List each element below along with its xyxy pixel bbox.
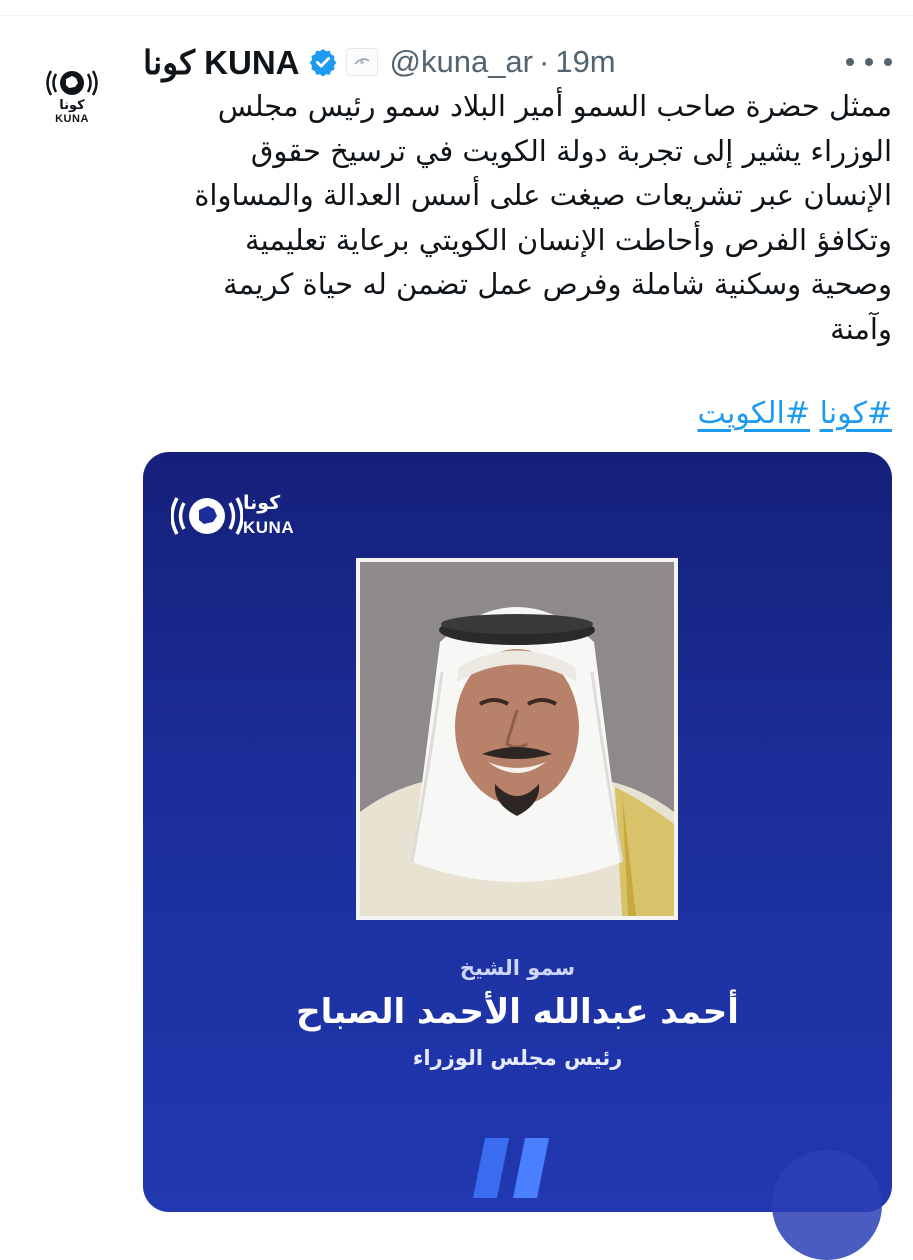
kuna-logo-icon	[171, 488, 243, 544]
timestamp[interactable]: 19m	[555, 44, 616, 79]
hashtag-link[interactable]: #كونا	[819, 396, 892, 431]
user-handle[interactable]: @kuna_ar	[389, 44, 533, 79]
verified-badge-icon[interactable]	[308, 47, 338, 77]
affiliate-logo-icon	[352, 55, 372, 69]
portrait-photo	[360, 562, 674, 916]
tweet-line: وصحية وسكنية شاملة وفرص عمل تضمن له حياة كريمة	[223, 267, 892, 301]
hashtags	[600, 392, 892, 436]
top-divider	[0, 15, 913, 16]
avatar-logo-english: KUNA	[55, 113, 89, 125]
more-dot	[884, 58, 892, 66]
tweet-line: الوزراء يشير إلى تجربة دولة الكويت في ترسيخ حقوق	[250, 133, 892, 168]
tweet-line: وتكافؤ الفرص وأحاطت الإنسان الكويتي برعاية تعليمية	[245, 222, 892, 257]
tweet-line: وآمنة	[830, 311, 892, 346]
caption-name: أحمد عبدالله الأحمد الصباح	[296, 992, 739, 1032]
more-dot	[846, 58, 854, 66]
more-dot	[865, 58, 873, 66]
card-logo-english: KUNA	[243, 518, 295, 537]
portrait-illustration	[360, 562, 674, 916]
tweet-line: الإنسان عبر تشريعات صيغت على أسس العدالة والمساواة	[194, 178, 892, 212]
tweet-media-image[interactable]	[143, 452, 892, 1212]
tweet-header	[143, 40, 616, 84]
caption-title: سمو الشيخ	[459, 956, 576, 980]
caption-role: رئيس مجلس الوزراء	[412, 1046, 623, 1070]
card-logo-arabic: كونا	[243, 492, 281, 514]
tweet-line: ممثل حضرة صاحب السمو أمير البلاد سمو رئيس مجلس	[217, 89, 892, 123]
avatar[interactable]	[46, 66, 98, 128]
compose-fab-button[interactable]	[772, 1150, 882, 1260]
portrait-frame	[356, 558, 678, 920]
tweet-text	[140, 84, 892, 351]
card-logo	[171, 488, 301, 544]
avatar-logo-arabic: كونا	[59, 98, 85, 113]
more-icon[interactable]	[846, 50, 892, 74]
separator-dot: ·	[539, 44, 550, 79]
kuna-logo-icon	[46, 66, 98, 100]
display-name[interactable]: كونا KUNA	[143, 43, 300, 81]
quote-decoration-icon	[473, 1138, 563, 1198]
affiliate-badge-icon[interactable]	[346, 48, 378, 76]
hashtag-link[interactable]: #الكويت	[697, 396, 811, 431]
